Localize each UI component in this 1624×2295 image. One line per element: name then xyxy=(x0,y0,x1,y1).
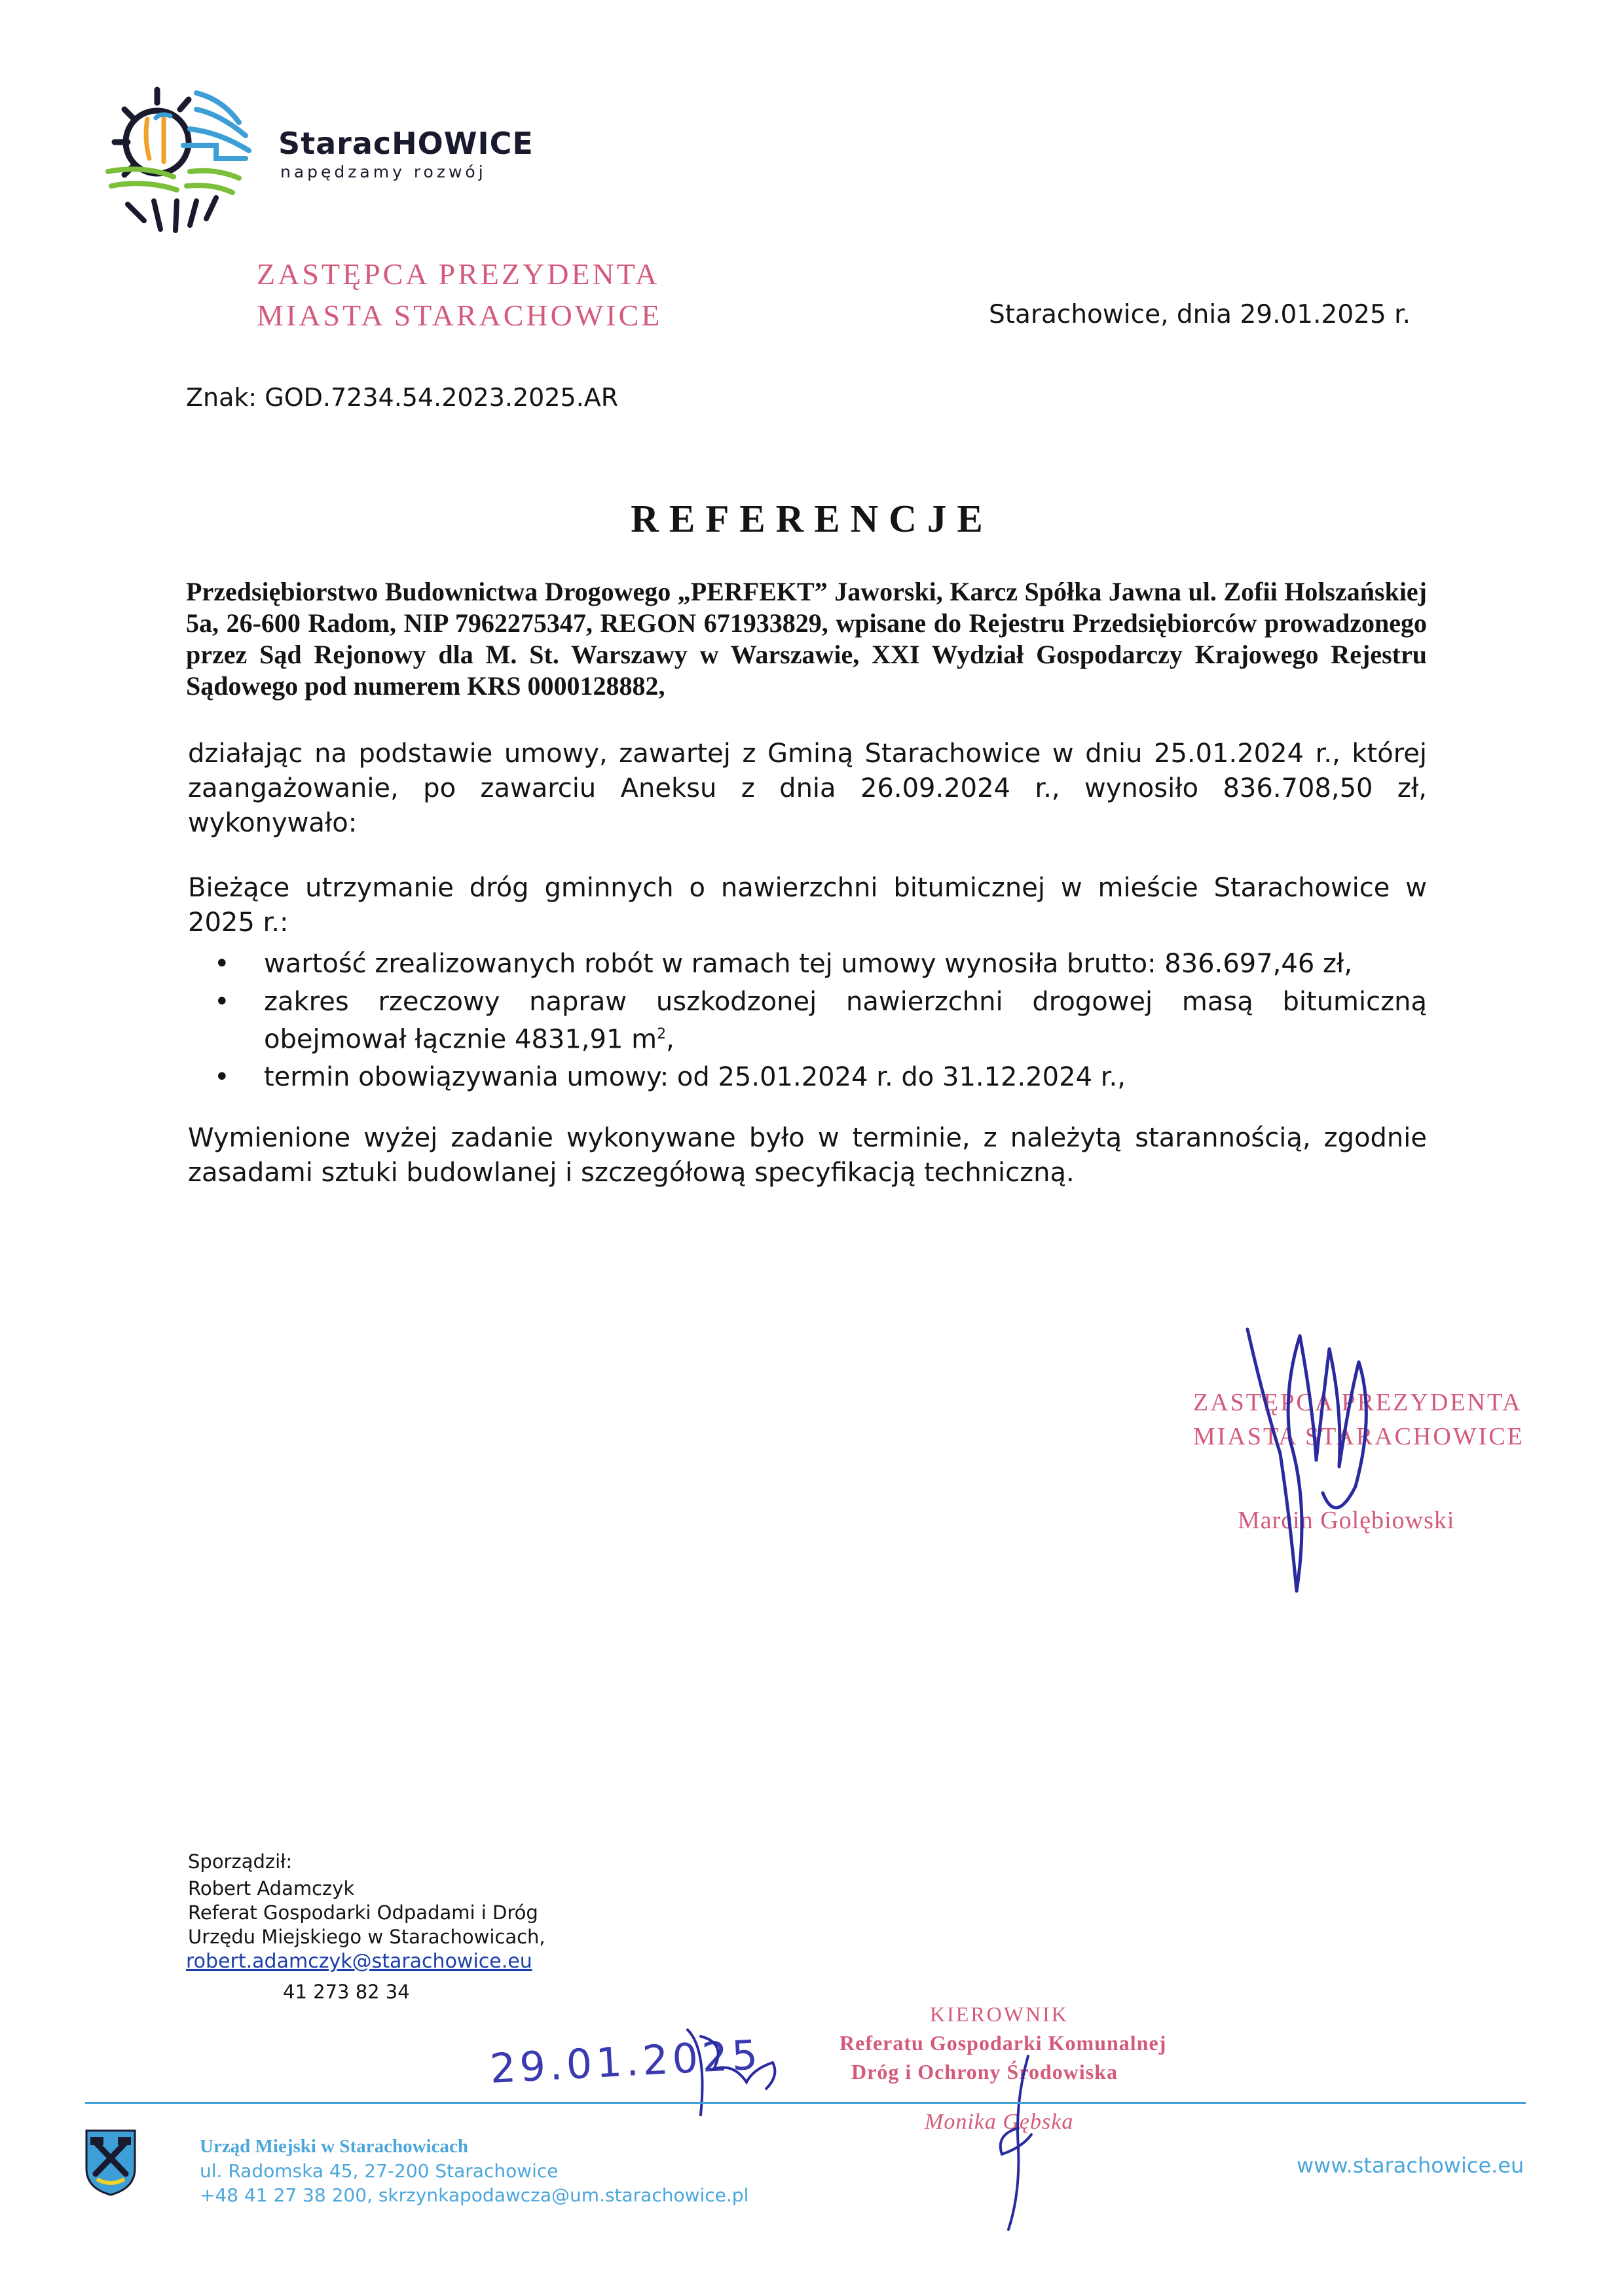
brand-name: StaracHOWICE xyxy=(278,126,534,161)
prepared-by-department: Referat Gospodarki Odpadami i Dróg xyxy=(188,1901,538,1924)
handwritten-signature-icon xyxy=(969,2049,1054,2233)
document-title: REFERENCJE xyxy=(631,497,993,540)
stamp-title-line-2: MIASTA STARACHOWICE xyxy=(257,299,663,332)
bottom-stamp-line-2: Referatu Gospodarki Komunalnej xyxy=(840,2031,1167,2055)
details-list xyxy=(188,947,1427,1099)
task-paragraph: Bieżące utrzymanie dróg gminnych o nawierzchni bitumicznej w mieście Starachowice w 2025 r.: xyxy=(188,873,1427,938)
footer-divider xyxy=(85,2102,1526,2104)
signature-stamp-line-1: ZASTĘPCA PREZYDENTA xyxy=(1193,1389,1522,1416)
prepared-by-label: Sporządził: xyxy=(188,1850,293,1873)
handwritten-signature-icon xyxy=(1218,1310,1414,1611)
prepared-by-name: Robert Adamczyk xyxy=(188,1877,355,1900)
bottom-stamp-line-3: Dróg i Ochrony Środowiska xyxy=(851,2060,1118,2084)
bullet-scope-end: , xyxy=(666,1024,674,1055)
list-item xyxy=(188,947,1427,980)
prepared-by-email-link[interactable]: robert.adamczyk@starachowice.eu xyxy=(186,1950,532,1973)
stamp-title-line-1: ZASTĘPCA PREZYDENTA xyxy=(257,257,660,291)
unit-superscript: 2 xyxy=(657,1026,667,1042)
bottom-stamp-line-1: KIEROWNIK xyxy=(930,2002,1069,2026)
list-item xyxy=(188,985,1427,1056)
prepared-by-office: Urzędu Miejskiego w Starachowicach, xyxy=(188,1926,545,1948)
bullet-term-text: termin obowiązywania umowy: od 25.01.2024 r. do 31.12.2024 r., xyxy=(264,1062,1126,1093)
signatory-name: Marcin Golębiowski xyxy=(1238,1507,1455,1534)
contract-paragraph: działając na podstawie umowy, zawartej z Gminą Starachowice w dniu 25.01.2024 r., której zaangażowanie, po zawarciu Aneksu z dnia 26.09.2024 r., wynosiło 836.708,50 zł, wykonywało: xyxy=(188,739,1427,838)
reference-sign: Znak: GOD.7234.54.2023.2025.AR xyxy=(186,383,619,412)
handwritten-date: 29.01.2025 xyxy=(489,2030,763,2093)
handwritten-initials-icon xyxy=(674,2023,805,2121)
contractor-description: Przedsiębiorstwo Budownictwa Drogowego „PERFEKT” Jaworski, Karcz Spółka Jawna ul. Zofii Holszańskiej 5a, 26-600 Radom, NIP 7962275347, REGON 671933829, wpisane do Rejestru Przedsiębiorców prowadzonego przez Sąd Rejonowy dla M. St. Warszawy w Warszawie, XXI Wydział Gospodarczy Krajowego Rejestru Sądowego pod numerem KRS 0000128882, xyxy=(186,577,1427,701)
website-link[interactable]: www.starachowice.eu xyxy=(1297,2153,1524,2178)
brand-slogan: napędzamy rozwój xyxy=(280,162,487,181)
place-date: Starachowice, dnia 29.01.2025 r. xyxy=(989,300,1411,329)
office-contact: +48 41 27 38 200, skrzynkapodawcza@um.starachowice.pl xyxy=(200,2184,749,2206)
closing-paragraph: Wymienione wyżej zadanie wykonywane było w terminie, z należytą starannością, zgodnie zasadami sztuki budowlanej i szczegółową specyfikacją techniczną. xyxy=(188,1123,1427,1188)
office-name: Urząd Miejski w Starachowicach xyxy=(200,2136,468,2157)
bottom-stamp-name: Monika Gębska xyxy=(925,2110,1074,2134)
city-logo-icon xyxy=(98,73,262,237)
office-address: ul. Radomska 45, 27-200 Starachowice xyxy=(200,2160,559,2182)
prepared-by-phone: 41 273 82 34 xyxy=(283,1981,410,2003)
bullet-scope-text: zakres rzeczowy napraw uszkodzonej nawierzchni drogowej masą bitumiczną obejmował łącznie 4831,91 m xyxy=(264,987,1427,1055)
list-item xyxy=(188,1061,1427,1093)
signature-stamp-line-2: MIASTA STARACHOWICE xyxy=(1193,1423,1524,1450)
bullet-value-text: wartość zrealizowanych robót w ramach tej umowy wynosiła brutto: 836.697,46 zł, xyxy=(264,949,1353,979)
city-crest-icon xyxy=(84,2128,138,2197)
